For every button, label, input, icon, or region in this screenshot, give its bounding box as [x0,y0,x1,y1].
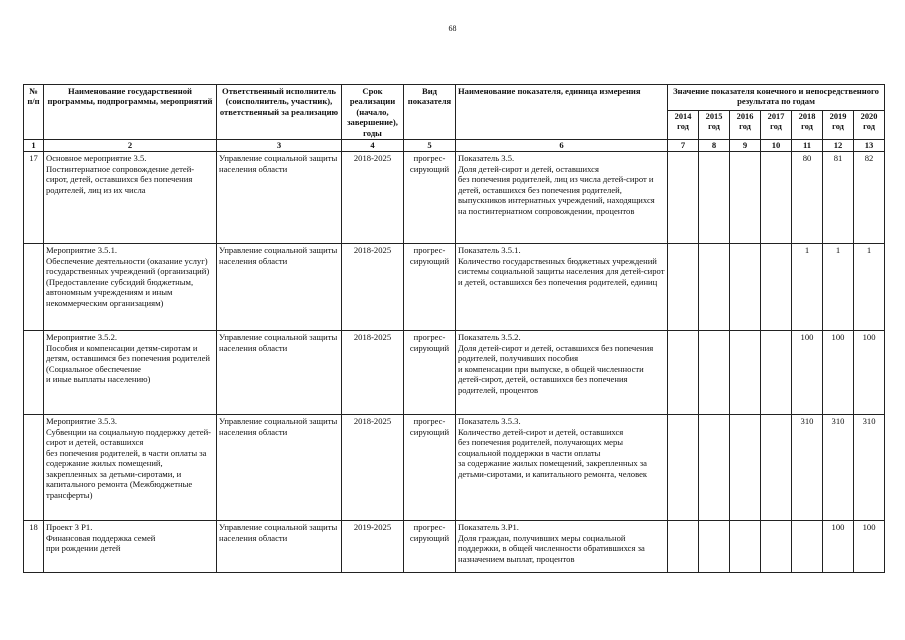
year-header: 2020 год [854,110,885,140]
activity-name: Мероприятие 3.5.2. Пособия и компенсации детям-сиротам и детям, оставшимся без попечения родителей (Социальное обеспечение и иные выплаты населению) [44,331,217,415]
activity-name: Проект 3 P1. Финансовая поддержка семей при рождении детей [44,521,217,573]
year-value-cell: 310 [823,415,854,521]
implementation-period: 2018-2025 [342,331,404,415]
column-number: 13 [854,140,885,152]
year-value-cell: 100 [823,521,854,573]
year-value-cell [699,331,730,415]
header-row [24,85,885,111]
year-value-cell: 82 [854,152,885,244]
column-number: 5 [404,140,456,152]
responsible-executor: Управление социальной защиты населения области [217,331,342,415]
indicator-name: Показатель 3.5.1. Количество государственных бюджетных учреждений системы социальной защиты населения для детей-сирот и детей, оставшихся без попечения родителей, единиц [456,244,668,331]
year-value-cell: 100 [823,331,854,415]
column-number: 2 [44,140,217,152]
year-value-cell: 1 [792,244,823,331]
year-header: 2015 год [699,110,730,140]
table-row [24,152,885,244]
indicator-name: Показатель 3.P1. Доля граждан, получивших меры социальной поддержки, в общей численности обратившихся за назначением выплат, процентов [456,521,668,573]
header-name: Наименование государственной программы, подпрограммы, мероприятий [44,85,217,140]
activity-name: Мероприятие 3.5.1. Обеспечение деятельности (оказание услуг) государственных учреждений (организаций) (Предоставление субсидий бюджетным, автономным учреждениям и иным некоммерческим организациям) [44,244,217,331]
responsible-executor: Управление социальной защиты населения области [217,244,342,331]
year-value-cell: 310 [854,415,885,521]
year-value-cell [699,152,730,244]
year-value-cell: 100 [792,331,823,415]
year-value-cell: 1 [823,244,854,331]
table-row [24,521,885,573]
indicator-type: прогрес-сирующий [404,244,456,331]
year-value-cell [792,521,823,573]
year-value-cell [761,521,792,573]
year-header: 2019 год [823,110,854,140]
column-number: 11 [792,140,823,152]
year-value-cell [730,331,761,415]
row-number: 18 [24,521,44,573]
year-header: 2014 год [668,110,699,140]
column-number: 7 [668,140,699,152]
page-number: 68 [448,24,457,33]
year-value-cell: 81 [823,152,854,244]
implementation-period: 2018-2025 [342,152,404,244]
header-indicator-name: Наименование показателя, единица измерения [456,85,668,140]
row-number [24,331,44,415]
indicator-type: прогрес-сирующий [404,521,456,573]
year-value-cell [668,415,699,521]
column-number: 4 [342,140,404,152]
column-number: 9 [730,140,761,152]
year-header: 2017 год [761,110,792,140]
indicator-type: прогрес-сирующий [404,331,456,415]
year-value-cell: 1 [854,244,885,331]
column-number-row [24,140,885,152]
year-value-cell [761,152,792,244]
indicator-type: прогрес-сирующий [404,152,456,244]
program-table [23,84,885,573]
year-header: 2016 год [730,110,761,140]
column-number: 12 [823,140,854,152]
indicator-name: Показатель 3.5.3. Количество детей-сирот и детей, оставшихся без попечения родителей, получающих меры социальной поддержки в части оплаты за содержание жилых помещений, закрепленных за детьми-сиротами, и капитального ремонта, человек [456,415,668,521]
year-value-cell [699,415,730,521]
header-period: Срок реализации (начало, завершение), годы [342,85,404,140]
activity-name: Основное мероприятие 3.5. Постинтернатное сопровождение детей-сирот, детей, оставшихся без попечения родителей, лиц из их числа [44,152,217,244]
year-value-cell [730,152,761,244]
column-number: 10 [761,140,792,152]
year-value-cell: 80 [792,152,823,244]
column-number: 6 [456,140,668,152]
header-responsible: Ответственный исполнитель (соисполнитель, участник), ответственный за реализацию [217,85,342,140]
year-value-cell [699,244,730,331]
year-value-cell [761,244,792,331]
year-value-cell [730,244,761,331]
column-number: 1 [24,140,44,152]
column-number: 3 [217,140,342,152]
row-number [24,244,44,331]
year-value-cell: 100 [854,331,885,415]
year-value-cell [668,152,699,244]
year-header: 2018 год [792,110,823,140]
implementation-period: 2018-2025 [342,415,404,521]
indicator-name: Показатель 3.5.2. Доля детей-сирот и детей, оставшихся без попечения родителей, получивших пособия и компенсации при выпуске, в общей численности детей-сирот, детей, оставшихся без попечения родителей, процентов [456,331,668,415]
year-value-cell [730,521,761,573]
year-value-cell [668,521,699,573]
implementation-period: 2019-2025 [342,521,404,573]
year-value-cell: 310 [792,415,823,521]
responsible-executor: Управление социальной защиты населения области [217,521,342,573]
table-row [24,244,885,331]
header-indicator-type: Вид показателя [404,85,456,140]
year-value-cell: 100 [854,521,885,573]
responsible-executor: Управление социальной защиты населения области [217,415,342,521]
column-number: 8 [699,140,730,152]
header-num: № п/п [24,85,44,140]
row-number [24,415,44,521]
year-value-cell [761,415,792,521]
table-row [24,331,885,415]
year-value-cell [730,415,761,521]
table-row [24,415,885,521]
row-number: 17 [24,152,44,244]
responsible-executor: Управление социальной защиты населения области [217,152,342,244]
header-values-group: Значение показателя конечного и непосредственного результата по годам [668,85,885,111]
implementation-period: 2018-2025 [342,244,404,331]
indicator-type: прогрес-сирующий [404,415,456,521]
year-value-cell [668,331,699,415]
activity-name: Мероприятие 3.5.3. Субвенции на социальную поддержку детей-сирот и детей, оставшихся без попечения родителей, в части оплаты за содержание жилых помещений, закрепленных за детьми-сиротами, и капитального ремонта (Межбюджетные трансферты) [44,415,217,521]
indicator-name: Показатель 3.5. Доля детей-сирот и детей, оставшихся без попечения родителей, лиц из числа детей-сирот и детей, оставшихся без попечения родителей, выпускников интернатных учреждений, находящихся на постинтернатном сопровождении, процентов [456,152,668,244]
year-value-cell [699,521,730,573]
year-value-cell [761,331,792,415]
year-value-cell [668,244,699,331]
